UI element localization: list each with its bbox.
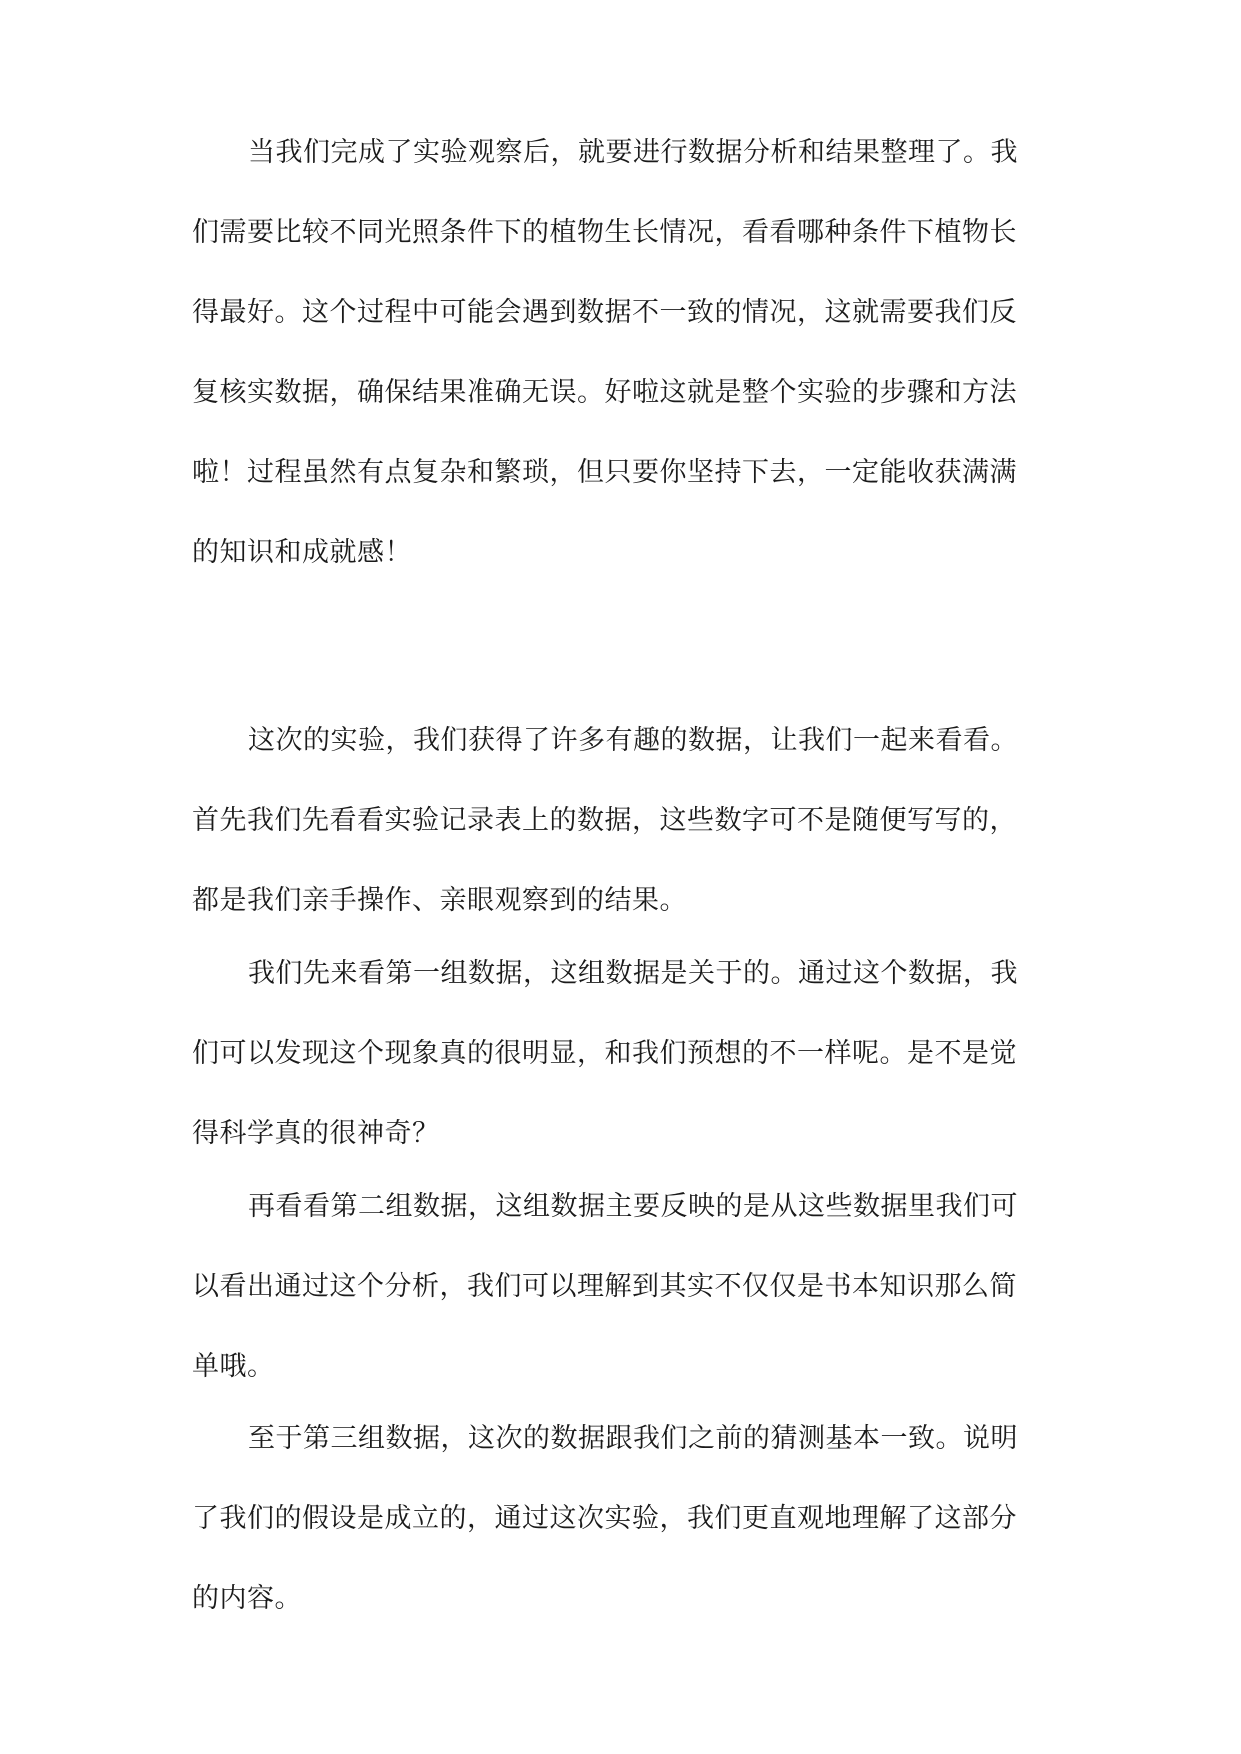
text-line: 都是我们亲手操作、亲眼观察到的结果。 <box>192 885 687 916</box>
text-line: 们可以发现这个现象真的很明显，和我们预想的不一样呢。是不是觉 <box>192 1038 1017 1069</box>
text-line: 们需要比较不同光照条件下的植物生长情况，看看哪种条件下植物长 <box>192 217 1017 248</box>
paragraph-data-analysis-intro <box>192 128 1060 608</box>
paragraph-first-dataset <box>192 949 1060 1189</box>
text-line: 首先我们先看看实验记录表上的数据，这些数字可不是随便写写的， <box>192 805 1017 836</box>
text-line: 的知识和成就感！ <box>192 537 412 568</box>
text-line: 以看出通过这个分析，我们可以理解到其实不仅仅是书本知识那么简 <box>192 1271 1017 1302</box>
text-line: 当我们完成了实验观察后，就要进行数据分析和结果整理了。我 <box>248 137 1018 168</box>
text-line: 复核实数据，确保结果准确无误。好啦这就是整个实验的步骤和方法 <box>192 377 1017 408</box>
text-line: 了我们的假设是成立的，通过这次实验，我们更直观地理解了这部分 <box>192 1503 1017 1534</box>
text-line: 单哦。 <box>192 1351 275 1382</box>
paragraph-third-dataset <box>192 1414 1060 1654</box>
text-line: 这次的实验，我们获得了许多有趣的数据，让我们一起来看看。 <box>248 725 1018 756</box>
text-line: 至于第三组数据，这次的数据跟我们之前的猜测基本一致。说明 <box>248 1423 1018 1454</box>
text-line: 再看看第二组数据，这组数据主要反映的是从这些数据里我们可 <box>248 1191 1018 1222</box>
paragraph-data-overview <box>192 716 1060 956</box>
text-line: 啦！过程虽然有点复杂和繁琐，但只要你坚持下去，一定能收获满满 <box>192 457 1017 488</box>
text-line: 我们先来看第一组数据，这组数据是关于的。通过这个数据，我 <box>248 958 1018 989</box>
text-line: 的内容。 <box>192 1583 302 1614</box>
paragraph-second-dataset <box>192 1182 1060 1422</box>
text-line: 得科学真的很神奇？ <box>192 1118 440 1149</box>
text-line: 得最好。这个过程中可能会遇到数据不一致的情况，这就需要我们反 <box>192 297 1017 328</box>
